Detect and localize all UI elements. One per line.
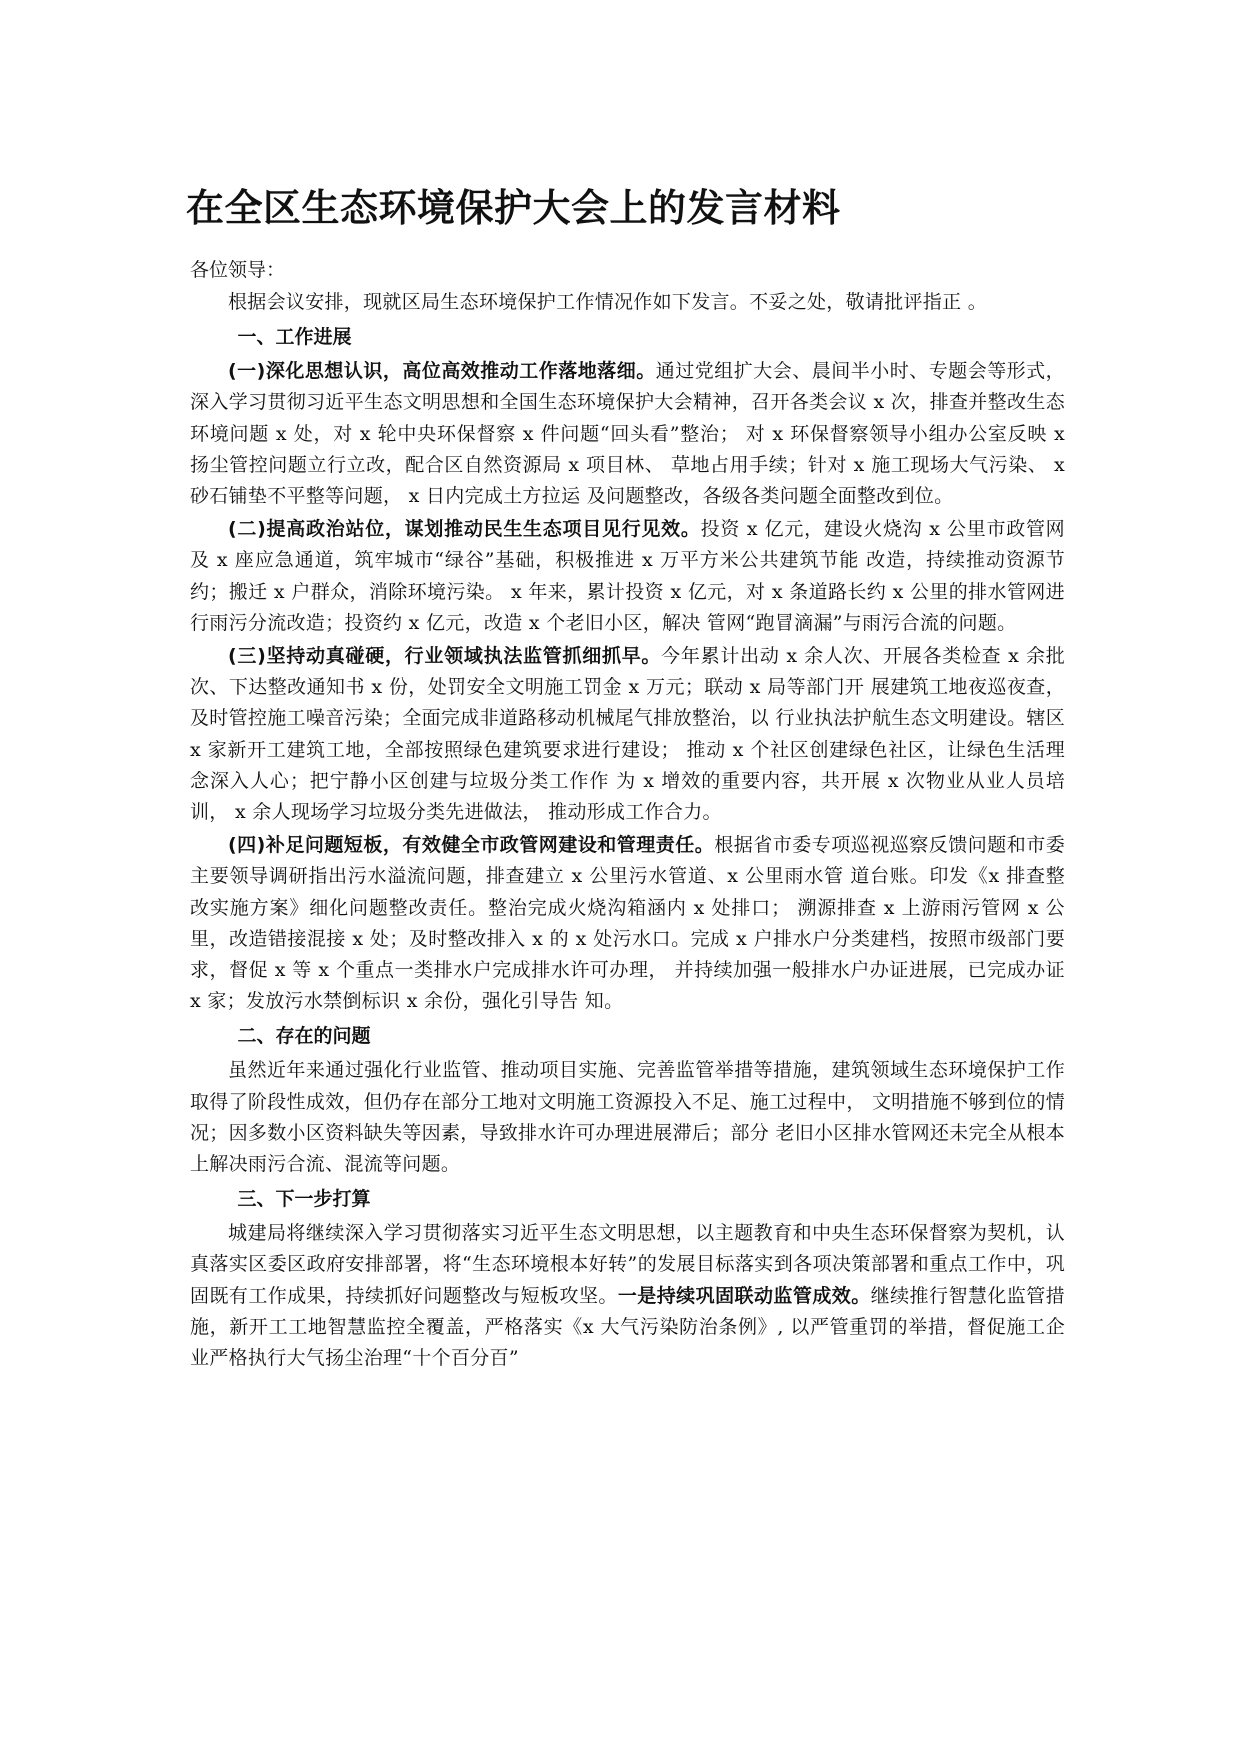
intro-paragraph: 根据会议安排，现就区局生态环境保护工作情况作如下发言。不妥之处，敬请批评指正 。 xyxy=(228,291,988,313)
progress-item-1-lead: (一)深化思想认识，高位高效推动工作落地落细。 xyxy=(228,360,656,383)
section-heading-problems: 二、存在的问题 xyxy=(237,1025,371,1048)
progress-item-3-lead: (三)坚持动真碰硬，行业领域执法监管抓细抓早。 xyxy=(228,645,662,668)
section-heading-progress: 一、工作进展 xyxy=(237,326,352,349)
progress-item-4-body: 根据省市委专项巡视巡察反馈问题和市委主要领导调研指出污水溢流问题，排查建立 x 公里污水管道、x 公里雨水管 道台账。印发《x 排查整改实施方案》细化问题整改责任。整治完成火烧沟箱涵内 x 处排口； 溯源排查 x 上游雨污管网 x 公里，改造错接混接 x 处；及时整改排入 x 的 x 处污水口。完成 x 户排水户分类建档，按照市级部门要求，督促 x 等 x 个重点一类排水户完成排水许可办理， 并持续加强一般排水户办证进展，已完成办证 x 家；发放污水禁倒标识 x 余份，强化引导告 知。 xyxy=(190,834,1065,1013)
document-title: 在全区生态环境保护大会上的发言材料 xyxy=(186,186,841,230)
next-steps-detail: 继续推行智慧化监管措施，新开工工地智慧监控全覆盖，严格落实《x 大气污染防治条例》, 以严管重罚的举措，督促施工企业严格执行大气扬尘治理“十个百分百” xyxy=(190,1284,1065,1370)
salutation: 各位领导： xyxy=(190,259,286,281)
progress-item-2-body: 投资 x 亿元，建设火烧沟 x 公里市政管网及 x 座应急通道，筑牢城市“绿谷”基础，积极推进 x 万平方米公共建筑节能 改造，持续推动资源节约；搬迁 x 户群众，消除环境污染。 x 年来，累计投资 x 亿元，对 x 条道路长约 x 公里的排水管网进行雨污分流改造；投资约 x 亿元，改造 x 个老旧小区，解决 管网“跑冒滴漏”与雨污合流的问题。 xyxy=(190,518,1065,634)
progress-item-1 xyxy=(190,356,1065,512)
next-steps-intro: 城建局将继续深入学习贯彻落实习近平生态文明思想，以主题教育和中央生态环保督察为契机，认真落实区委区政府安排部署，将“生态环境根本好转”的发展目标落实到各项决策部署和重点工作中，巩固既有工作成果，持续抓好问题整改与短板攻坚。 xyxy=(190,1222,1065,1307)
document-page xyxy=(186,180,1065,1376)
progress-item-2 xyxy=(190,514,1065,639)
progress-item-3 xyxy=(190,641,1065,828)
next-steps-bold-lead: 一是持续巩固联动监管成效。 xyxy=(617,1284,871,1307)
section-heading-next-steps: 三、下一步打算 xyxy=(237,1188,371,1211)
progress-item-1-body: 通过党组扩大会、晨间半小时、专题会等形式，深入学习贯彻习近平生态文明思想和全国生态环境保护大会精神，召开各类会议 x 次，排查并整改生态环境问题 x 处，对 x 轮中央环保督察 x 件问题“回头看”整治； 对 x 环保督察领导小组办公室反映 x 扬尘管控问题立行立改，配合区自然资源局 x 项目林、 草地占用手续；针对 x 施工现场大气污染、 x 砂石铺垫不平整等问题， x 日内完成土方拉运 及问题整改，各级各类问题全面整改到位。 xyxy=(190,360,1065,508)
progress-item-3-body: 今年累计出动 x 余人次、开展各类检查 x 余批次、下达整改通知书 x 份，处罚安全文明施工罚金 x 万元；联动 x 局等部门开 展建筑工地夜巡夜查，及时管控施工噪音污染；全面完成非道路移动机械尾气排放整治，以 行业执法护航生态文明建设。辖区 x 家新开工建筑工地，全部按照绿色建筑要求进行建设； 推动 x 个社区创建绿色社区，让绿色生活理念深入人心；把宁静小区创建与垃圾分类工作作 为 x 增效的重要内容，共开展 x 次物业从业人员培训， x 余人现场学习垃圾分类先进做法， 推动形成工作合力。 xyxy=(190,645,1065,824)
problems-paragraph: 虽然近年来通过强化行业监管、推动项目实施、完善监管举措等措施，建筑领域生态环境保护工作取得了阶段性成效，但仍存在部分工地对文明施工资源投入不足、施工过程中， 文明措施不够到位的情况；因多数小区资料缺失等因素，导致排水许可办理进展滞后；部分 老旧小区排水管网还未完全从根本上解决雨污合流、混流等问题。 xyxy=(190,1059,1065,1176)
progress-item-4 xyxy=(190,830,1065,1017)
next-steps-paragraph xyxy=(190,1218,1065,1374)
progress-item-4-lead: (四)补足问题短板，有效健全市政管网建设和管理责任。 xyxy=(228,834,715,857)
progress-item-2-lead: (二)提高政治站位，谋划推动民生生态项目见行见效。 xyxy=(228,518,701,541)
